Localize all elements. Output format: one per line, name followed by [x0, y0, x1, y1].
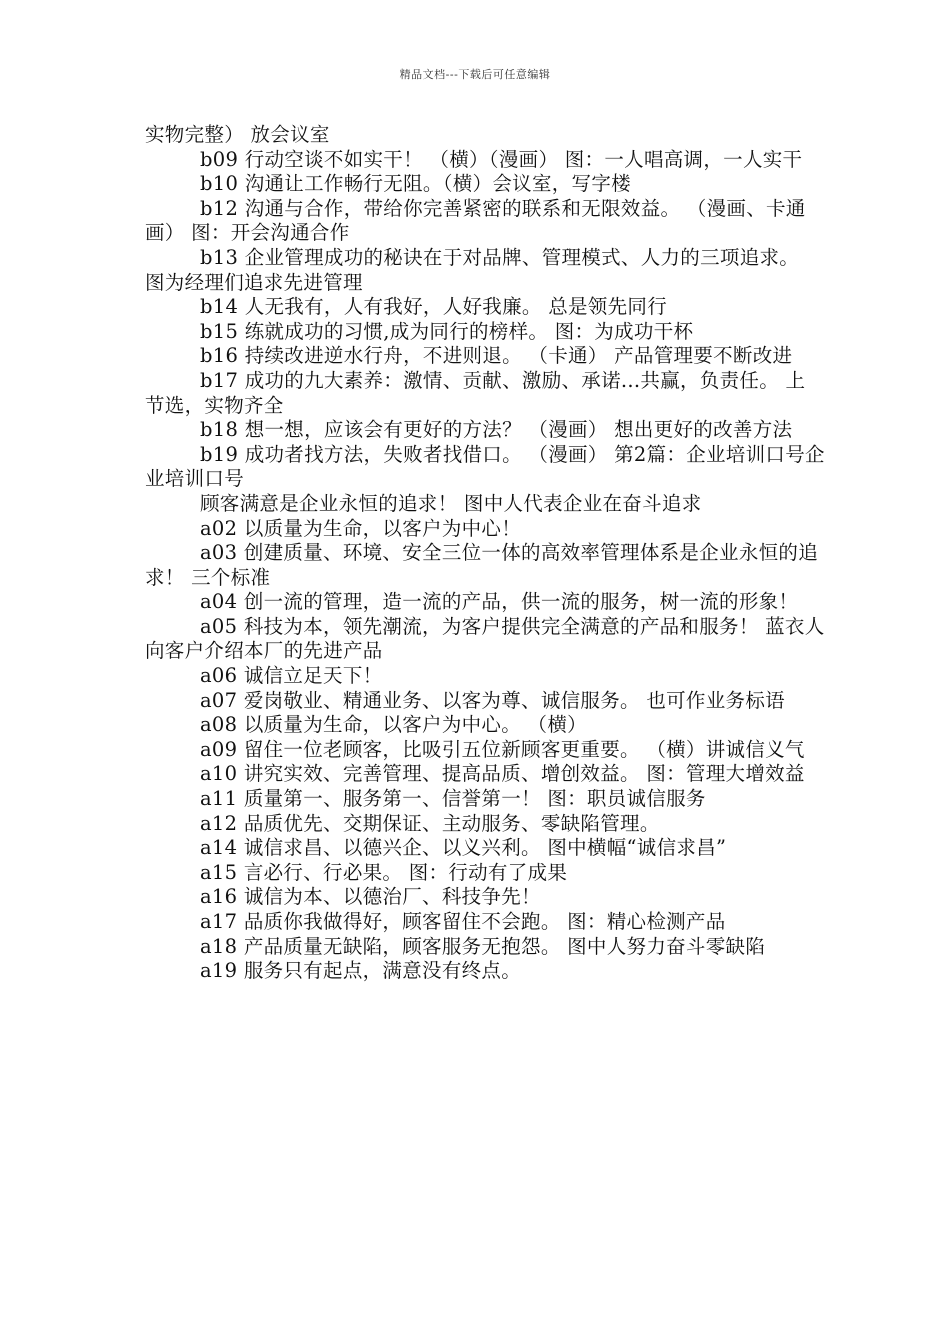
paragraph: b10 沟通让工作畅行无阻。（横）会议室，写字楼 [200, 172, 631, 196]
paragraph: b14 人无我有，人有我好，人好我廉。 总是领先同行 [200, 295, 667, 319]
paragraph: b13 企业管理成功的秘诀在于对品牌、管理模式、人力的三项追求。 图为经理们追求先进管理 [145, 245, 800, 294]
paragraph: b09 行动空谈不如实干！ （横）（漫画） 图：一人唱高调，一人实干 [200, 147, 803, 171]
paragraph: b17 成功的九大素养：激情、贡献、激励、承诺...共赢，负责任。 上节选，实物齐全 [145, 368, 806, 417]
paragraph: b18 想一想，应该会有更好的方法？ （漫画） 想出更好的改善方法 [200, 418, 793, 442]
paragraph: 实物完整） 放会议室 [145, 123, 330, 146]
paragraph: a04 创一流的管理，造一流的产品，供一流的服务，树一流的形象！ [200, 590, 799, 614]
paragraph: a12 品质优先、交期保证、主动服务、零缺陷管理。 [200, 811, 660, 835]
paragraph: a14 诚信求昌、以德兴企、以义兴利。 图中横幅“诚信求昌” [200, 836, 727, 860]
paragraph: b19 成功者找方法，失败者找借口。 （漫画） 第2篇：企业培训口号企业培训口号 [145, 442, 825, 491]
paragraph: b15 练就成功的习惯,成为同行的榜样。 图：为成功干杯 [200, 319, 694, 343]
paragraph: a10 讲究实效、完善管理、提高品质、增创效益。 图：管理大增效益 [200, 762, 805, 786]
paragraph: a08 以质量为生命，以客户为中心。 （横） [200, 713, 587, 737]
paragraph: a06 诚信立足天下！ [200, 664, 383, 688]
paragraph: a02 以质量为生命，以客户为中心！ [200, 516, 522, 540]
paragraph: a15 言必行、行必果。 图：行动有了成果 [200, 860, 568, 884]
paragraph: a17 品质你我做得好，顾客留住不会跑。 图：精心检测产品 [200, 910, 726, 933]
paragraph: a16 诚信为本、以德治厂、科技争先！ [200, 885, 541, 909]
paragraph: a19 服务只有起点，满意没有终点。 [200, 959, 522, 983]
paragraph: b12 沟通与合作，带给你完善紧密的联系和无限效益。 （漫画、卡通画） 图：开会沟通合作 [145, 196, 806, 245]
paragraph: a05 科技为本，领先潮流，为客户提供完全满意的产品和服务！ 蓝衣人向客户介绍本厂的先进产品 [145, 614, 825, 663]
paragraph: a03 创建质量、环境、安全三位一体的高效率管理体系是企业永恒的追求！ 三个标准 [145, 541, 819, 589]
paragraph: 顾客满意是企业永恒的追求！ 图中人代表企业在奋斗追求 [200, 491, 702, 515]
paragraph: a18 产品质量无缺陷，顾客服务无抱怨。 图中人努力奋斗零缺陷 [200, 934, 766, 958]
paragraph: a11 质量第一、服务第一、信誉第一！ 图：职员诚信服务 [200, 787, 706, 811]
paragraph: a07 爱岗敬业、精通业务、以客为尊、诚信服务。 也可作业务标语 [200, 688, 785, 712]
document-body [145, 123, 825, 984]
page-header: 精品文档---下载后可任意编辑 [399, 68, 551, 81]
paragraph: a09 留住一位老顾客，比吸引五位新顾客更重要。 （横）讲诚信义气 [200, 737, 805, 761]
paragraph: b16 持续改进逆水行舟，不进则退。 （卡通） 产品管理要不断改进 [200, 344, 793, 368]
